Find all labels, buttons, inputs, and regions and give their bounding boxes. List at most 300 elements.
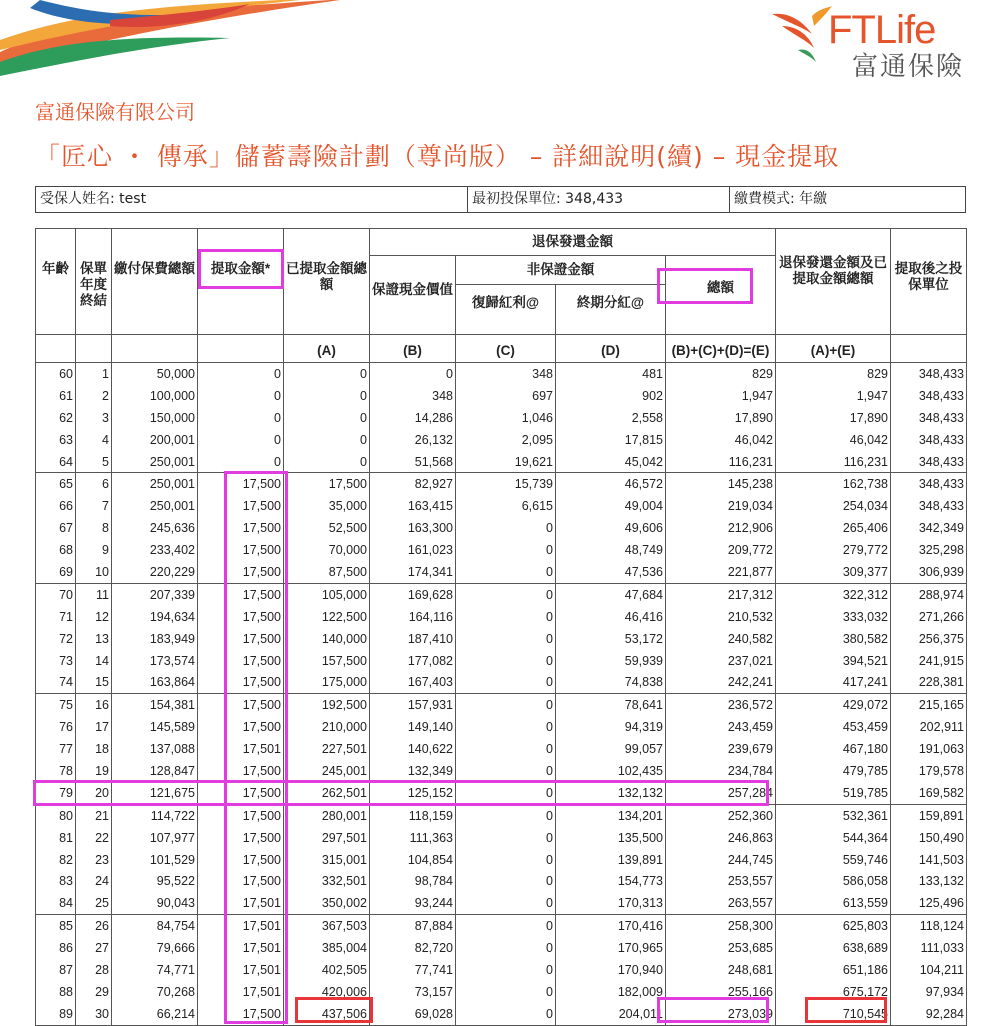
table-cell: 380,582 [776,628,891,650]
table-cell: 194,634 [112,606,198,628]
table-cell: 0 [284,429,370,451]
table-cell: 697 [456,385,556,407]
table-cell: 175,000 [284,671,370,693]
table-cell: 132,132 [556,782,666,804]
table-cell: 219,034 [666,495,776,517]
table-cell: 46,416 [556,606,666,628]
table-cell: 22 [76,827,112,849]
col-units-after-header: 提取後之投保單位 [891,229,967,335]
table-cell: 2,558 [556,407,666,429]
table-cell: 82 [36,849,76,871]
table-row [36,1003,967,1025]
table-cell: 17,500 [198,716,284,738]
table-cell: 94,319 [556,716,666,738]
table-cell: 75 [36,694,76,716]
col-guaranteed-cash-header: 保證現金價值 [370,256,456,335]
table-row [36,760,967,782]
table-cell: 99,057 [556,738,666,760]
label-c: (C) [456,335,556,363]
table-cell: 70,000 [284,539,370,561]
table-cell: 78 [36,760,76,782]
table-cell: 332,501 [284,870,370,892]
label-blank [198,335,284,363]
table-row [36,429,967,451]
policy-info-bar [35,186,966,213]
table-cell: 121,675 [112,782,198,804]
table-row [36,451,967,473]
table-cell: 35,000 [284,495,370,517]
table-row [36,561,967,583]
table-cell: 227,501 [284,738,370,760]
table-row [36,583,967,605]
table-cell: 255,166 [666,981,776,1003]
table-cell: 102,435 [556,760,666,782]
table-cell: 544,364 [776,827,891,849]
table-cell: 348 [370,385,456,407]
table-cell: 116,231 [776,451,891,473]
table-cell: 453,459 [776,716,891,738]
table-cell: 17,500 [198,650,284,672]
table-cell: 6 [76,473,112,495]
table-row [36,959,967,981]
table-cell: 12 [76,606,112,628]
table-cell: 210,000 [284,716,370,738]
table-cell: 159,891 [891,804,967,826]
table-cell: 0 [284,451,370,473]
table-row [36,473,967,495]
table-cell: 348,433 [891,363,967,385]
table-cell: 17,890 [776,407,891,429]
table-cell: 348,433 [891,429,967,451]
table-cell: 167,403 [370,671,456,693]
surrender-group-header: 退保發還金額 [370,229,776,256]
table-cell: 0 [456,694,556,716]
table-row [36,782,967,804]
table-cell: 191,063 [891,738,967,760]
table-cell: 228,381 [891,671,967,693]
table-row [36,606,967,628]
table-cell: 70,268 [112,981,198,1003]
table-cell: 263,557 [666,892,776,914]
table-cell: 233,402 [112,539,198,561]
table-cell: 59,939 [556,650,666,672]
table-cell: 45,042 [556,451,666,473]
table-cell: 17,500 [198,694,284,716]
table-cell: 417,241 [776,671,891,693]
table-cell: 66,214 [112,1003,198,1025]
table-cell: 69,028 [370,1003,456,1025]
table-cell: 19,621 [456,451,556,473]
table-cell: 163,864 [112,671,198,693]
table-cell: 139,891 [556,849,666,871]
table-cell: 0 [456,849,556,871]
table-cell: 84 [36,892,76,914]
table-cell: 651,186 [776,959,891,981]
table-cell: 53,172 [556,628,666,650]
table-cell: 83 [36,870,76,892]
table-cell: 68 [36,539,76,561]
table-cell: 173,574 [112,650,198,672]
table-row [36,495,967,517]
table-cell: 192,500 [284,694,370,716]
table-cell: 252,360 [666,804,776,826]
table-cell: 0 [284,363,370,385]
table-cell: 78,641 [556,694,666,716]
decorative-ribbon [0,0,340,80]
table-cell: 241,915 [891,650,967,672]
col-withdrawal-header: 提取金額* [198,229,284,335]
table-cell: 221,877 [666,561,776,583]
table-cell: 125,496 [891,892,967,914]
table-cell: 95,522 [112,870,198,892]
table-cell: 5 [76,451,112,473]
table-cell: 559,746 [776,849,891,871]
table-cell: 70 [36,583,76,605]
table-cell: 8 [76,517,112,539]
bird-logo-icon [768,4,832,68]
table-cell: 30 [76,1003,112,1025]
table-cell: 74,771 [112,959,198,981]
table-cell: 89 [36,1003,76,1025]
table-cell: 17,501 [198,892,284,914]
table-cell: 0 [456,760,556,782]
table-cell: 212,906 [666,517,776,539]
label-a: (A) [284,335,370,363]
table-cell: 0 [456,827,556,849]
table-cell: 170,965 [556,937,666,959]
table-cell: 0 [284,407,370,429]
table-cell: 0 [456,517,556,539]
table-cell: 154,773 [556,870,666,892]
table-cell: 394,521 [776,650,891,672]
table-cell: 0 [456,650,556,672]
table-cell: 467,180 [776,738,891,760]
table-cell: 111,033 [891,937,967,959]
table-cell: 87 [36,959,76,981]
table-cell: 0 [456,606,556,628]
table-row [36,981,967,1003]
table-cell: 0 [456,804,556,826]
table-cell: 0 [456,782,556,804]
table-cell: 48,749 [556,539,666,561]
table-cell: 182,009 [556,981,666,1003]
table-cell: 200,001 [112,429,198,451]
table-row [36,716,967,738]
col-surrender-plus-withdrawn-header: 退保發還金額及已提取金額總額 [776,229,891,335]
table-cell: 79 [36,782,76,804]
table-cell: 87,500 [284,561,370,583]
table-cell: 73 [36,650,76,672]
table-cell: 24 [76,870,112,892]
table-cell: 61 [36,385,76,407]
table-row [36,517,967,539]
table-cell: 169,582 [891,782,967,804]
table-cell: 6,615 [456,495,556,517]
table-cell: 322,312 [776,583,891,605]
table-row [36,738,967,760]
table-cell: 16 [76,694,112,716]
table-cell: 14 [76,650,112,672]
table-cell: 164,116 [370,606,456,628]
table-cell: 67 [36,517,76,539]
insured-name: 受保人姓名: test [36,187,468,212]
label-blank [891,335,967,363]
table-cell: 0 [456,738,556,760]
label-blank [36,335,76,363]
table-cell: 179,578 [891,760,967,782]
table-cell: 1,046 [456,407,556,429]
table-cell: 0 [456,561,556,583]
table-cell: 350,002 [284,892,370,914]
table-cell: 0 [456,583,556,605]
table-cell: 51,568 [370,451,456,473]
table-row [36,892,967,914]
table-cell: 154,381 [112,694,198,716]
table-cell: 273,039 [666,1003,776,1025]
table-cell: 25 [76,892,112,914]
table-cell: 0 [456,959,556,981]
table-cell: 161,023 [370,539,456,561]
table-cell: 0 [198,385,284,407]
table-cell: 111,363 [370,827,456,849]
table-cell: 116,231 [666,451,776,473]
table-cell: 240,582 [666,628,776,650]
table-cell: 17,500 [198,517,284,539]
table-row [36,937,967,959]
table-cell: 0 [198,363,284,385]
table-cell: 348 [456,363,556,385]
table-cell: 0 [456,539,556,561]
table-cell: 309,377 [776,561,891,583]
table-cell: 101,529 [112,849,198,871]
table-cell: 74 [36,671,76,693]
table-cell: 17,500 [198,760,284,782]
table-cell: 481 [556,363,666,385]
table-cell: 26 [76,915,112,937]
table-cell: 262,501 [284,782,370,804]
table-cell: 17,500 [198,495,284,517]
table-cell: 50,000 [112,363,198,385]
table-cell: 157,931 [370,694,456,716]
table-cell: 271,266 [891,606,967,628]
label-d: (D) [556,335,666,363]
table-cell: 902 [556,385,666,407]
table-cell: 76 [36,716,76,738]
label-ae: (A)+(E) [776,335,891,363]
table-row [36,827,967,849]
table-cell: 237,021 [666,650,776,672]
table-cell: 20 [76,782,112,804]
table-cell: 348,433 [891,451,967,473]
table-cell: 348,433 [891,473,967,495]
table-cell: 4 [76,429,112,451]
table-cell: 17 [76,716,112,738]
table-cell: 140,000 [284,628,370,650]
table-cell: 163,415 [370,495,456,517]
table-cell: 107,977 [112,827,198,849]
table-cell: 23 [76,849,112,871]
label-blank [76,335,112,363]
table-row [36,363,967,385]
table-cell: 420,006 [284,981,370,1003]
table-cell: 132,349 [370,760,456,782]
table-cell: 348,433 [891,385,967,407]
table-row [36,849,967,871]
table-cell: 829 [666,363,776,385]
table-cell: 100,000 [112,385,198,407]
table-row [36,671,967,693]
table-cell: 1,947 [666,385,776,407]
table-cell: 86 [36,937,76,959]
table-cell: 0 [456,937,556,959]
table-cell: 98,784 [370,870,456,892]
table-cell: 239,679 [666,738,776,760]
table-cell: 17,500 [284,473,370,495]
table-cell: 174,341 [370,561,456,583]
table-cell: 71 [36,606,76,628]
table-cell: 52,500 [284,517,370,539]
table-cell: 250,001 [112,495,198,517]
table-cell: 829 [776,363,891,385]
table-cell: 519,785 [776,782,891,804]
table-cell: 248,681 [666,959,776,981]
table-row [36,870,967,892]
table-cell: 17,501 [198,959,284,981]
table-cell: 250,001 [112,473,198,495]
table-cell: 204,011 [556,1003,666,1025]
table-row [36,915,967,937]
table-cell: 0 [456,915,556,937]
table-cell: 253,557 [666,870,776,892]
table-cell: 17,890 [666,407,776,429]
table-cell: 257,284 [666,782,776,804]
table-cell: 1,947 [776,385,891,407]
table-cell: 47,536 [556,561,666,583]
table-row [36,804,967,826]
non-guaranteed-header: 非保證金額 [456,256,666,285]
table-cell: 104,854 [370,849,456,871]
table-cell: 348,433 [891,407,967,429]
table-cell: 17,500 [198,1003,284,1025]
table-cell: 187,410 [370,628,456,650]
table-cell: 279,772 [776,539,891,561]
table-cell: 280,001 [284,804,370,826]
table-cell: 82,720 [370,937,456,959]
table-cell: 242,241 [666,671,776,693]
table-cell: 437,506 [284,1003,370,1025]
table-cell: 74,838 [556,671,666,693]
table-body [36,363,967,1026]
table-cell: 29 [76,981,112,1003]
table-cell: 77,741 [370,959,456,981]
table-cell: 163,300 [370,517,456,539]
table-cell: 220,229 [112,561,198,583]
table-cell: 367,503 [284,915,370,937]
table-cell: 170,313 [556,892,666,914]
table-cell: 288,974 [891,583,967,605]
table-cell: 10 [76,561,112,583]
table-cell: 17,500 [198,473,284,495]
table-cell: 250,001 [112,451,198,473]
table-row [36,650,967,672]
table-cell: 2 [76,385,112,407]
table-cell: 157,500 [284,650,370,672]
table-cell: 81 [36,827,76,849]
table-row [36,694,967,716]
table-cell: 128,847 [112,760,198,782]
table-cell: 342,349 [891,517,967,539]
table-cell: 0 [456,981,556,1003]
table-cell: 141,503 [891,849,967,871]
table-cell: 177,082 [370,650,456,672]
table-cell: 348,433 [891,495,967,517]
table-cell: 207,339 [112,583,198,605]
table-cell: 19 [76,760,112,782]
table-cell: 162,738 [776,473,891,495]
table-cell: 532,361 [776,804,891,826]
table-cell: 183,949 [112,628,198,650]
table-cell: 73,157 [370,981,456,1003]
table-cell: 14,286 [370,407,456,429]
table-cell: 145,238 [666,473,776,495]
table-cell: 87,884 [370,915,456,937]
col-reversionary-header: 復歸紅利@ [456,285,556,335]
table-cell: 79,666 [112,937,198,959]
label-b: (B) [370,335,456,363]
table-cell: 135,500 [556,827,666,849]
table-cell: 114,722 [112,804,198,826]
table-cell: 256,375 [891,628,967,650]
table-cell: 47,684 [556,583,666,605]
table-cell: 28 [76,959,112,981]
logo-brand-text: FTLife [828,8,936,52]
table-cell: 0 [456,716,556,738]
table-cell: 26,132 [370,429,456,451]
table-cell: 149,140 [370,716,456,738]
table-cell: 21 [76,804,112,826]
table-cell: 234,784 [666,760,776,782]
table-cell: 104,211 [891,959,967,981]
table-cell: 62 [36,407,76,429]
table-cell: 243,459 [666,716,776,738]
table-cell: 0 [456,892,556,914]
table-cell: 170,940 [556,959,666,981]
table-cell: 169,628 [370,583,456,605]
table-cell: 17,815 [556,429,666,451]
payment-mode: 繳費模式: 年繳 [734,191,828,207]
table-cell: 118,159 [370,804,456,826]
table-cell: 613,559 [776,892,891,914]
table-cell: 0 [198,429,284,451]
col-total-header: 總額 [666,256,776,335]
table-cell: 215,165 [891,694,967,716]
table-cell: 80 [36,804,76,826]
table-cell: 17,500 [198,561,284,583]
table-cell: 72 [36,628,76,650]
col-total-withdrawn-header: 已提取金額總額 [284,229,370,335]
table-cell: 170,416 [556,915,666,937]
table-cell: 0 [456,671,556,693]
table-cell: 66 [36,495,76,517]
table-cell: 625,803 [776,915,891,937]
logo-chinese-text: 富通保險 [852,52,965,82]
table-cell: 150,000 [112,407,198,429]
table-cell: 17,500 [198,539,284,561]
table-cell: 17,500 [198,671,284,693]
table-cell: 0 [284,385,370,407]
table-cell: 325,298 [891,539,967,561]
table-cell: 17,501 [198,738,284,760]
